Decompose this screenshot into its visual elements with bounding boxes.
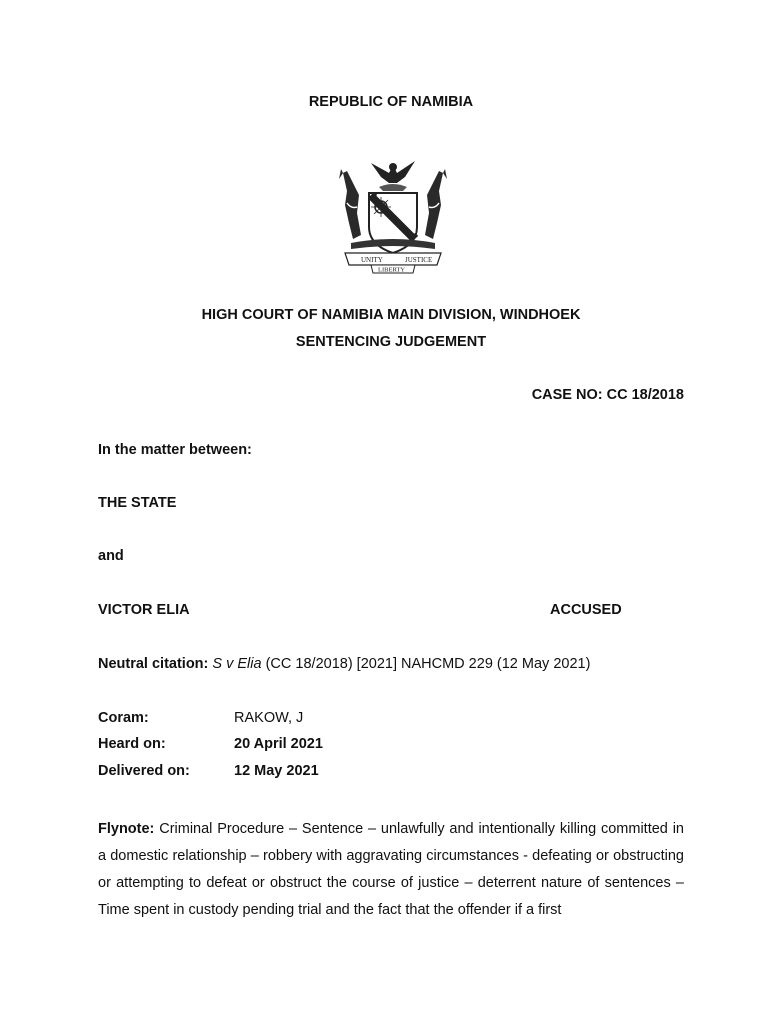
party-accused-role: ACCUSED bbox=[550, 602, 622, 618]
flynote-paragraph bbox=[98, 816, 684, 924]
citation-label: Neutral citation: bbox=[98, 656, 209, 672]
heard-on-label: Heard on: bbox=[98, 736, 166, 752]
citation-reference: (CC 18/2018) [2021] NAHCMD 229 (12 May 2021) bbox=[261, 656, 591, 672]
delivered-on-label: Delivered on: bbox=[98, 763, 190, 779]
party-state: THE STATE bbox=[98, 495, 177, 511]
motto-justice: JUSTICE bbox=[405, 256, 433, 264]
and-connector: and bbox=[98, 548, 124, 564]
coat-of-arms-icon bbox=[331, 143, 455, 274]
flynote-label: Flynote: bbox=[98, 821, 155, 837]
coram-label: Coram: bbox=[98, 710, 149, 726]
coram-value: RAKOW, J bbox=[234, 710, 304, 726]
matter-between-label: In the matter between: bbox=[98, 442, 252, 458]
case-number: CASE NO: CC 18/2018 bbox=[531, 387, 684, 403]
citation-case-name: S v Elia bbox=[212, 656, 262, 672]
neutral-citation bbox=[98, 656, 590, 672]
heard-on-value: 20 April 2021 bbox=[234, 736, 323, 752]
party-accused-name: VICTOR ELIA bbox=[98, 602, 190, 618]
motto-liberty: LIBERTY bbox=[378, 266, 406, 274]
motto-unity: UNITY bbox=[361, 256, 383, 264]
delivered-on-value: 12 May 2021 bbox=[234, 763, 319, 779]
judgement-type-heading: SENTENCING JUDGEMENT bbox=[295, 334, 487, 350]
flynote-text: Criminal Procedure – Sentence – unlawfully and intentionally killing committed in a domestic relationship – robbery with aggravating circumstances - defeating or obstructing or attempting to defeat or obstruct the course of justice – deterrent nature of sentences – Time spent in custody pending trial and the fact that the offender if a first bbox=[98, 821, 684, 918]
republic-heading: REPUBLIC OF NAMIBIA bbox=[308, 94, 474, 110]
court-heading: HIGH COURT OF NAMIBIA MAIN DIVISION, WINDHOEK bbox=[201, 307, 581, 323]
